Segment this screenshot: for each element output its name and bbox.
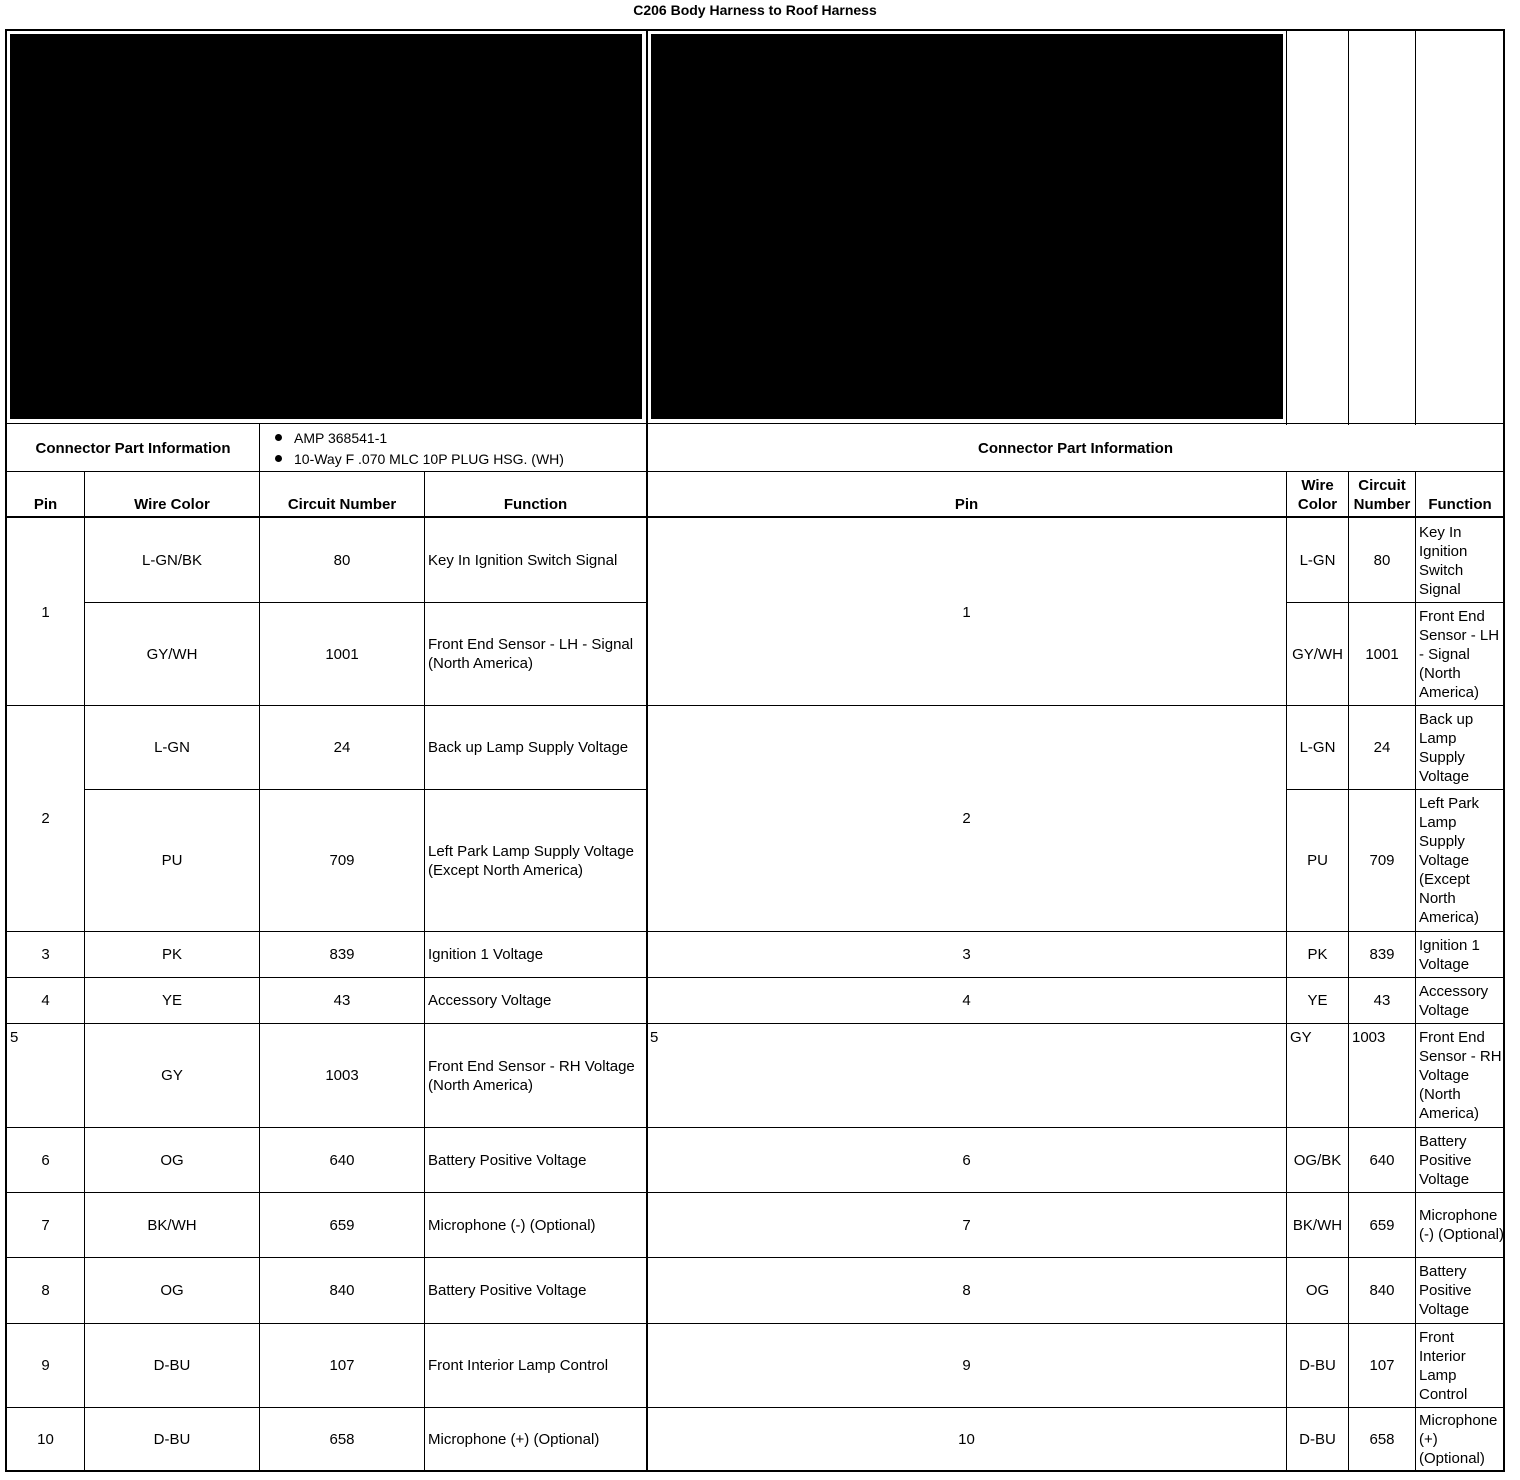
left-header-wire-color: Wire Color: [134, 496, 210, 513]
right-function: Key In Ignition Switch Signal: [1419, 523, 1468, 598]
left-wire-color: L-GN: [154, 739, 190, 756]
left-function: Back up Lamp Supply Voltage: [428, 739, 629, 756]
right-function: Accessory Voltage: [1419, 982, 1489, 1019]
grid-line: [7, 977, 1504, 978]
left-wire-color: OG: [160, 1282, 184, 1299]
cpi-part-number: AMP 368541-1: [294, 430, 388, 446]
right-circuit-number: 43: [1373, 992, 1391, 1009]
right-pin: 9: [962, 1357, 971, 1374]
left-circuit-number: 43: [333, 992, 351, 1009]
right-wire-color: L-GN: [1299, 552, 1336, 569]
left-circuit-number: 839: [329, 946, 355, 963]
grid-line: [1348, 31, 1349, 425]
grid-line: [646, 31, 648, 1470]
right-circuit-number: 80: [1373, 552, 1391, 569]
left-pin: 4: [41, 992, 50, 1009]
left-function: Battery Positive Voltage: [428, 1151, 587, 1169]
grid-line: [1286, 31, 1287, 425]
right-wire-color: D-BU: [1299, 1430, 1336, 1448]
left-circuit-number: 1003: [325, 1067, 359, 1084]
left-pin: 1: [41, 603, 50, 621]
right-pin: 8: [962, 1282, 971, 1299]
grid-line: [7, 1192, 1504, 1193]
left-pin: 7: [41, 1216, 50, 1234]
left-wire-color: GY/WH: [146, 645, 198, 663]
left-header-pin: Pin: [33, 496, 58, 513]
right-function: Battery Positive Voltage: [1419, 1263, 1472, 1318]
right-wire-color: PU: [1307, 852, 1328, 869]
right-pin: 7: [962, 1216, 971, 1234]
left-header-circuit-number: Circuit Number: [287, 496, 397, 513]
connector-image-right: [651, 34, 1283, 419]
page-title: C206 Body Harness to Roof Harness: [633, 2, 877, 18]
right-wire-color: L-GN: [1299, 739, 1336, 756]
grid-line: [7, 1127, 1504, 1128]
grid-line: [1348, 471, 1349, 1470]
left-pin: 9: [41, 1357, 50, 1374]
right-pin: 6: [962, 1151, 971, 1169]
left-circuit-number: 24: [333, 739, 351, 756]
bullet-icon: [275, 434, 282, 441]
right-circuit-number: 839: [1369, 946, 1395, 963]
left-wire-color: YE: [161, 992, 182, 1009]
left-circuit-number: 1001: [325, 645, 359, 663]
right-circuit-number: 658: [1369, 1430, 1395, 1448]
left-pin: 3: [41, 946, 50, 963]
bullet-icon: [275, 455, 282, 462]
left-wire-color: L-GN/BK: [141, 552, 202, 569]
right-header-function: Function: [1428, 496, 1492, 513]
grid-line: [424, 471, 425, 1470]
right-wire-color: BK/WH: [1292, 1216, 1343, 1234]
right-pin: 5: [650, 1029, 659, 1046]
left-pin: 6: [41, 1151, 50, 1169]
grid-line: [85, 789, 646, 790]
grid-line: [1415, 471, 1416, 1470]
right-function: Ignition 1 Voltage: [1419, 936, 1480, 973]
grid-line: [84, 471, 85, 1470]
right-wire-color: D-BU: [1299, 1357, 1336, 1374]
left-wire-color: PK: [161, 946, 182, 963]
right-circuit-number: 659: [1369, 1216, 1395, 1234]
grid-line: [7, 931, 1504, 932]
right-pin: 10: [958, 1430, 975, 1448]
right-circuit-number: 640: [1369, 1151, 1395, 1169]
right-wire-color: OG: [1305, 1282, 1330, 1299]
grid-line: [7, 1323, 1504, 1324]
left-function: Front Interior Lamp Control: [428, 1357, 609, 1374]
right-wire-color: OG/BK: [1293, 1151, 1342, 1169]
left-circuit-number: 80: [333, 552, 351, 569]
left-wire-color: OG: [160, 1151, 184, 1169]
right-pin: 2: [962, 810, 971, 827]
right-header-wire-color: Wire Color: [1297, 477, 1338, 513]
left-pin: 10: [37, 1430, 54, 1448]
right-function: Back up Lamp Supply Voltage: [1419, 710, 1474, 785]
left-function: Microphone (-) (Optional): [428, 1216, 596, 1234]
right-pin: 3: [962, 946, 971, 963]
grid-line: [1415, 31, 1416, 425]
left-function: Front End Sensor - LH - Signal (North America): [428, 636, 634, 672]
left-circuit-number: 659: [329, 1216, 355, 1234]
right-function: Left Park Lamp Supply Voltage (Except North America): [1419, 795, 1480, 926]
left-pin: 2: [41, 810, 50, 827]
right-wire-color: GY: [1290, 1029, 1312, 1046]
left-function: Left Park Lamp Supply Voltage (Except North America): [428, 842, 634, 879]
right-wire-color: PK: [1307, 946, 1328, 963]
right-function: Microphone (+) (Optional): [1419, 1411, 1498, 1467]
left-circuit-number: 107: [329, 1357, 355, 1374]
right-function: Front End Sensor - LH - Signal (North America): [1419, 607, 1500, 701]
left-circuit-number: 709: [329, 852, 355, 869]
left-function: Accessory Voltage: [428, 992, 552, 1009]
left-function: Battery Positive Voltage: [428, 1282, 587, 1299]
left-function: Ignition 1 Voltage: [428, 946, 544, 963]
grid-line: [7, 471, 1504, 472]
right-circuit-number: 1003: [1352, 1029, 1386, 1046]
connector-image-left: [10, 34, 642, 419]
left-wire-color: PU: [161, 852, 183, 869]
grid-line: [1287, 602, 1504, 603]
right-circuit-number: 107: [1369, 1357, 1395, 1374]
right-pin: 4: [962, 992, 971, 1009]
right-function: Front End Sensor - RH Voltage (North America): [1419, 1029, 1502, 1122]
right-wire-color: YE: [1307, 992, 1328, 1009]
left-wire-color: D-BU: [153, 1357, 191, 1374]
left-function: Microphone (+) (Optional): [428, 1430, 600, 1448]
left-wire-color: BK/WH: [147, 1216, 197, 1234]
right-wire-color: GY/WH: [1292, 645, 1343, 663]
left-circuit-number: 658: [329, 1430, 355, 1448]
right-circuit-number: 24: [1373, 739, 1391, 756]
left-pin: 8: [41, 1282, 50, 1299]
right-header-circuit-number: Circuit Number: [1353, 477, 1411, 513]
left-header-function: Function: [503, 496, 568, 513]
grid-line: [1286, 471, 1287, 1470]
right-function: Front Interior Lamp Control: [1419, 1328, 1468, 1403]
grid-line: [7, 423, 1504, 424]
left-wire-color: D-BU: [153, 1430, 191, 1448]
grid-line: [1287, 789, 1504, 790]
grid-line: [7, 705, 1504, 706]
right-cpi-label: Connector Part Information: [977, 439, 1173, 457]
cpi-description: 10-Way F .070 MLC 10P PLUG HSG. (WH): [294, 451, 564, 467]
grid-line: [85, 602, 646, 603]
grid-line: [7, 1257, 1504, 1258]
grid-line: [259, 423, 260, 1470]
left-pin: 5: [10, 1029, 19, 1046]
right-circuit-number: 709: [1369, 852, 1395, 869]
left-circuit-number: 640: [329, 1151, 355, 1169]
left-cpi-label: Connector Part Information: [35, 439, 231, 457]
right-function: Battery Positive Voltage: [1419, 1132, 1472, 1188]
left-cpi-item-1: [262, 428, 387, 448]
right-circuit-number: 840: [1369, 1282, 1395, 1299]
right-circuit-number: 1001: [1365, 645, 1399, 663]
left-circuit-number: 840: [329, 1282, 355, 1299]
right-header-pin: Pin: [954, 496, 979, 513]
grid-line: [7, 516, 1504, 518]
right-function: Microphone (-) (Optional): [1419, 1207, 1505, 1243]
left-cpi-item-2: [262, 449, 564, 469]
grid-line: [7, 1023, 1504, 1024]
grid-line: [7, 1407, 1504, 1408]
left-function: Key In Ignition Switch Signal: [428, 552, 618, 569]
right-pin: 1: [962, 603, 971, 621]
left-function: Front End Sensor - RH Voltage (North America): [428, 1057, 635, 1094]
left-wire-color: GY: [161, 1067, 183, 1084]
